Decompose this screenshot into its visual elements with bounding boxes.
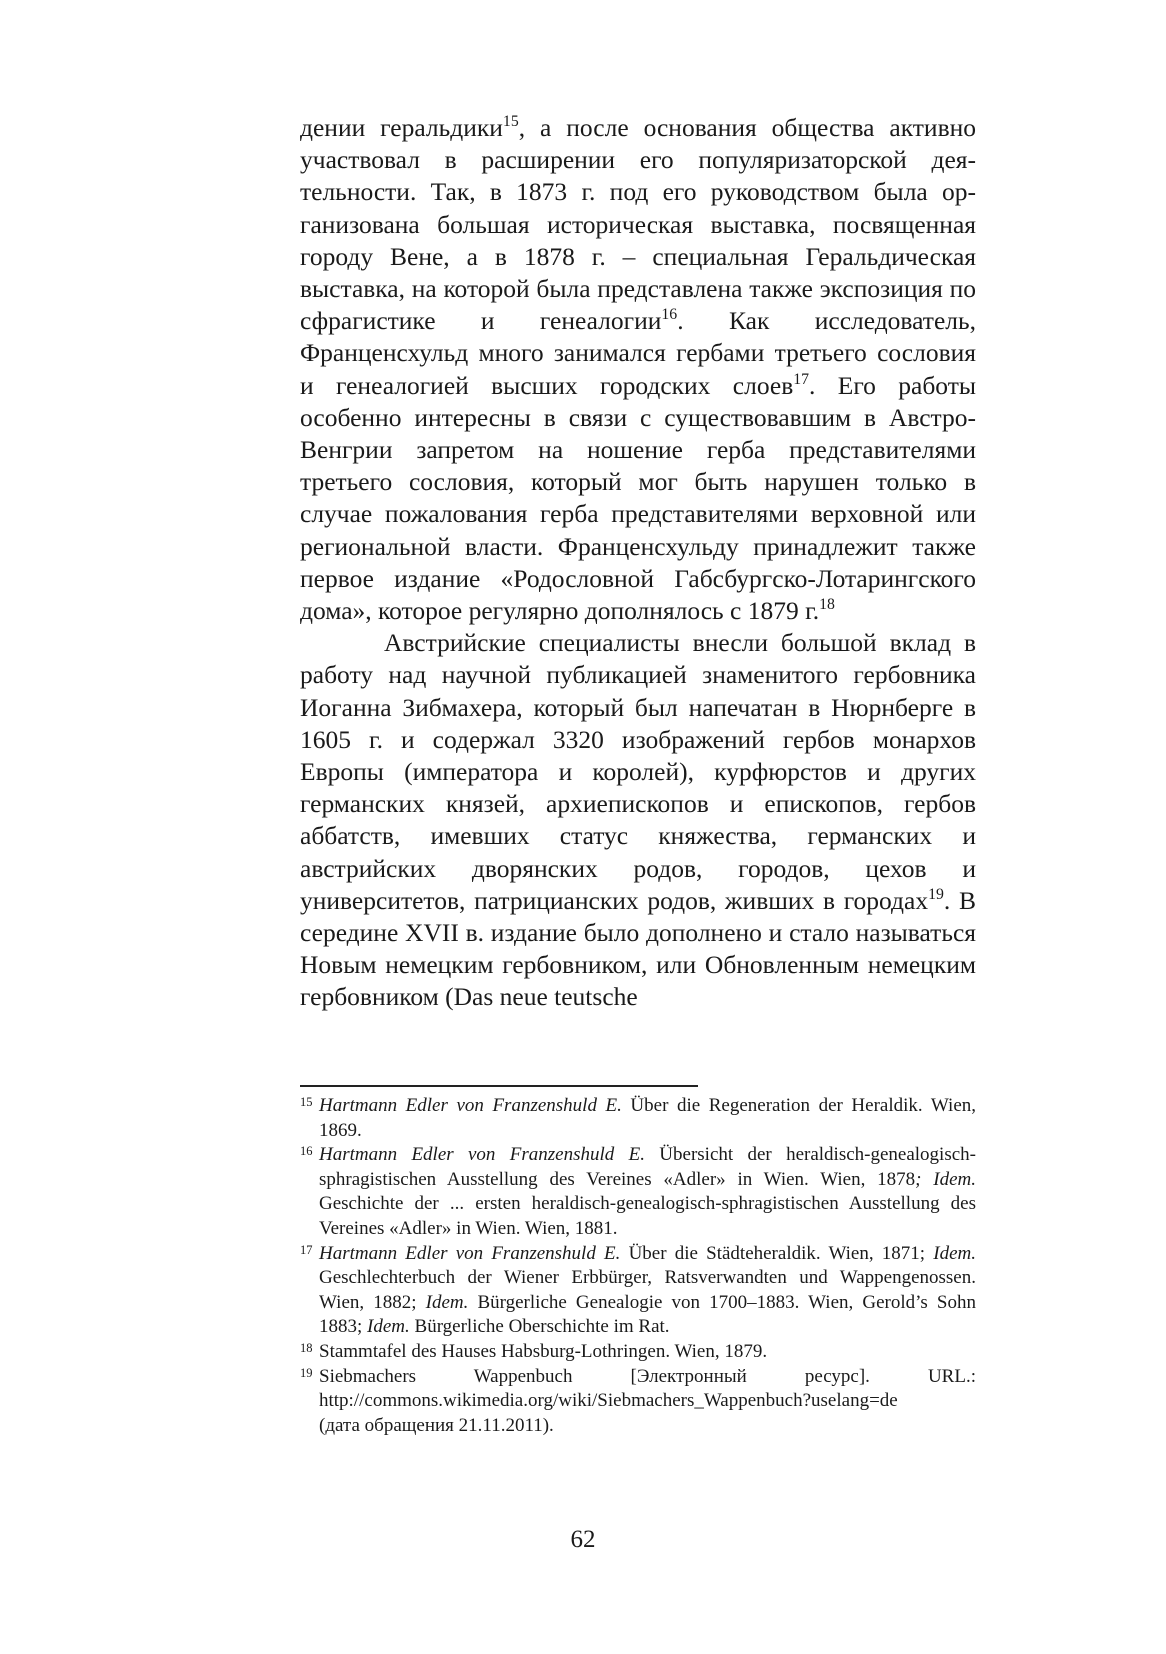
footnote-ref-16[interactable]: 16 bbox=[661, 306, 678, 324]
page-number: 62 bbox=[570, 1526, 596, 1553]
footnote-number: 15 bbox=[300, 1095, 313, 1109]
footnote-idem: Idem. bbox=[425, 1291, 469, 1313]
p2-text-1: Австрийские специалисты внесли большой вклад в работу над научной публикацией знаменитого гербовника Иоганна Зибмахера, который был напечатан в Нюрнберге в 1605 г. и содержал 3320 изображений гербов монархов Европы (императора и королей), курфюрстов и других германских князей, архиепископов и епископов, гербов аббатств, имевших статус княжества, германских и австрийских дворянских родов, городов, цехов и университетов, патрицианских родов, живших в городах bbox=[300, 628, 976, 915]
footnote-ref-15[interactable]: 15 bbox=[502, 113, 519, 131]
footnote-ref-19[interactable]: 19 bbox=[928, 886, 944, 904]
footnote-number: 16 bbox=[300, 1144, 313, 1159]
footnotes bbox=[300, 1094, 976, 1438]
footnote-author: Hartmann Edler von Franzenshuld E. bbox=[319, 1242, 621, 1264]
p2-text-2: . В середине XVII в. издание было дополнено и стало называться Новым немецким гербовником, или Обновленным немецким гербовником (Das neue teutsche bbox=[300, 885, 976, 1012]
main-text bbox=[300, 112, 976, 1014]
footnote-text: (дата обращения 21.11.2011). bbox=[319, 1414, 554, 1436]
footnote-ref-17[interactable]: 17 bbox=[793, 370, 810, 388]
footnote-idem: Idem. bbox=[933, 1242, 976, 1264]
footnote-separator bbox=[300, 1085, 698, 1087]
footnote-text: Über die Regeneration der Heraldik. Wien, 1869. bbox=[319, 1095, 976, 1141]
footnote-author: Hartmann Edler von Franzenshuld E. bbox=[319, 1144, 645, 1166]
footnote-15 bbox=[300, 1094, 976, 1143]
footnote-number: 18 bbox=[300, 1340, 313, 1355]
footnote-16 bbox=[300, 1143, 976, 1241]
footnote-text: Übersicht der heraldisch-genealogisch-sphragistischen Ausstellung des Vereines «Adler» in Wien. Wien, 1878 bbox=[319, 1144, 976, 1190]
p1-text-2: , а после основания общества активно участвовал в расширении его популяризаторской деятельности. Так, в 1873 г. под его руководством была организована большая историческая выставка, посвященная городу Вене, а в 1878 г. – специальная Геральдическая выставка, на которой была представлена также экспозиция по сфрагистике и генеалогии bbox=[300, 113, 977, 336]
footnote-19 bbox=[300, 1365, 976, 1439]
footnote-author: Hartmann Edler von Franzenshuld E. bbox=[319, 1095, 622, 1116]
p1-text-1: дении геральдики bbox=[300, 113, 503, 142]
footnote-text: Bürgerliche Oberschichte im Rat. bbox=[409, 1316, 670, 1338]
footnote-number: 17 bbox=[300, 1242, 313, 1257]
footnote-idem: Idem. bbox=[367, 1316, 410, 1338]
footnote-idem: ; Idem. bbox=[915, 1168, 976, 1190]
paragraph-1 bbox=[300, 112, 976, 627]
footnote-text: Bürgerliche Genealogie von 1700–1883. Wien, Gerold’s Sohn 1883; bbox=[319, 1291, 976, 1338]
footnote-ref-18[interactable]: 18 bbox=[819, 596, 835, 614]
footnote-17 bbox=[300, 1242, 976, 1340]
paragraph-2 bbox=[300, 627, 976, 1013]
footnote-text: Geschlechterbuch der Wiener Erbbürger, Ratsverwandten und Wappengenossen. Wien, 1882; bbox=[319, 1267, 976, 1313]
footnote-number: 19 bbox=[300, 1365, 313, 1380]
footnote-18 bbox=[300, 1340, 976, 1365]
p1-text-3: . Как исследователь, Франценсхульд много занимался гербами третьего сословия и генеалогией высших городских слоев bbox=[300, 306, 976, 400]
p1-text-4: . Его работы особенно интересны в связи с существовавшим в Австро-Венгрии запретом на ношение герба представителями третьего сословия, который мог быть нарушен только в случае пожалования герба представителями верховной или региональной власти. Франценсхульду принадлежит также первое издание «Родословной Габсбургско-Лотарингского дома», которое регулярно дополнялось с 1879 г. bbox=[300, 370, 976, 626]
footnote-text: Siebmachers Wappenbuch [Электронный ресурс]. URL.: http://commons.wikimedia.org/wiki/Siebmachers_Wappenbuch?uselang=de bbox=[319, 1365, 976, 1412]
footnote-text: Stammtafel des Hauses Habsburg-Lothringen. Wien, 1879. bbox=[319, 1340, 768, 1362]
footnote-text: Über die Städteheraldik. Wien, 1871; bbox=[620, 1242, 934, 1264]
footnote-text: Geschichte der ... ersten heraldisch-genealogisch-sphragistischen Ausstellung des Vereines «Adler» in Wien. Wien, 1881. bbox=[319, 1193, 976, 1239]
